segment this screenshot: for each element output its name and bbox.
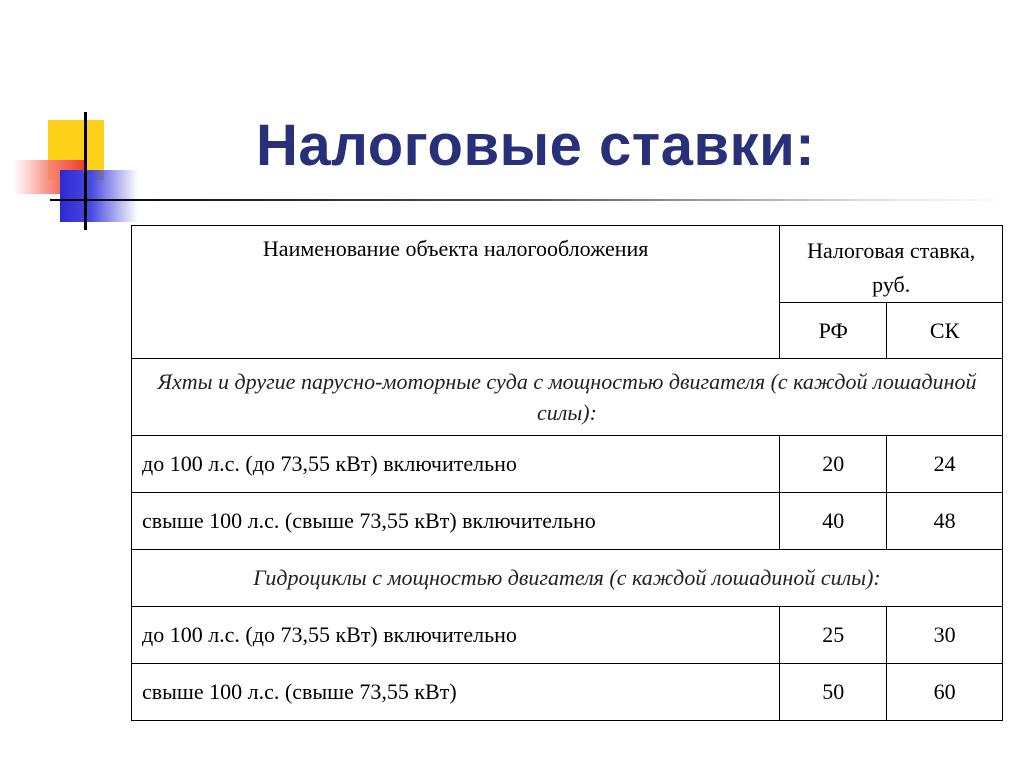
- table-row: [132, 493, 1003, 550]
- decor-vertical-line: [84, 112, 87, 230]
- section-row: [132, 359, 1003, 436]
- table-row: [132, 664, 1003, 721]
- section-title-yachts: Яхты и другие парусно-моторные суда с мощностью двигателя (с каждой лошадиной силы):: [132, 359, 1003, 436]
- row-label: до 100 л.с. (до 73,55 кВт) включительно: [132, 436, 780, 493]
- section-row: [132, 550, 1003, 607]
- row-label: свыше 100 л.с. (свыше 73,55 кВт): [132, 664, 780, 721]
- row-rate-sk: 24: [887, 436, 1003, 493]
- table-row: [132, 607, 1003, 664]
- row-rate-rf: 40: [780, 493, 887, 550]
- row-rate-rf: 25: [780, 607, 887, 664]
- header-object-name: Наименование объекта налогообложения: [132, 226, 780, 359]
- table-header-row: [132, 226, 1003, 303]
- row-rate-sk: 48: [887, 493, 1003, 550]
- row-rate-rf: 50: [780, 664, 887, 721]
- header-rf: РФ: [780, 303, 887, 359]
- table-row: [132, 436, 1003, 493]
- slide-title: Налоговые ставки:: [256, 113, 816, 178]
- row-rate-sk: 60: [887, 664, 1003, 721]
- row-label: до 100 л.с. (до 73,55 кВт) включительно: [132, 607, 780, 664]
- section-title-jetskis: Гидроциклы с мощностью двигателя (с каждой лошадиной силы):: [132, 550, 1003, 607]
- tax-rates-table: [131, 225, 1003, 721]
- title-underline: [50, 199, 1010, 201]
- row-rate-sk: 30: [887, 607, 1003, 664]
- header-sk: СК: [887, 303, 1003, 359]
- row-label: свыше 100 л.с. (свыше 73,55 кВт) включительно: [132, 493, 780, 550]
- header-tax-rate: Налоговая ставка, руб.: [780, 226, 1003, 303]
- decor-blue-square: [60, 170, 138, 222]
- row-rate-rf: 20: [780, 436, 887, 493]
